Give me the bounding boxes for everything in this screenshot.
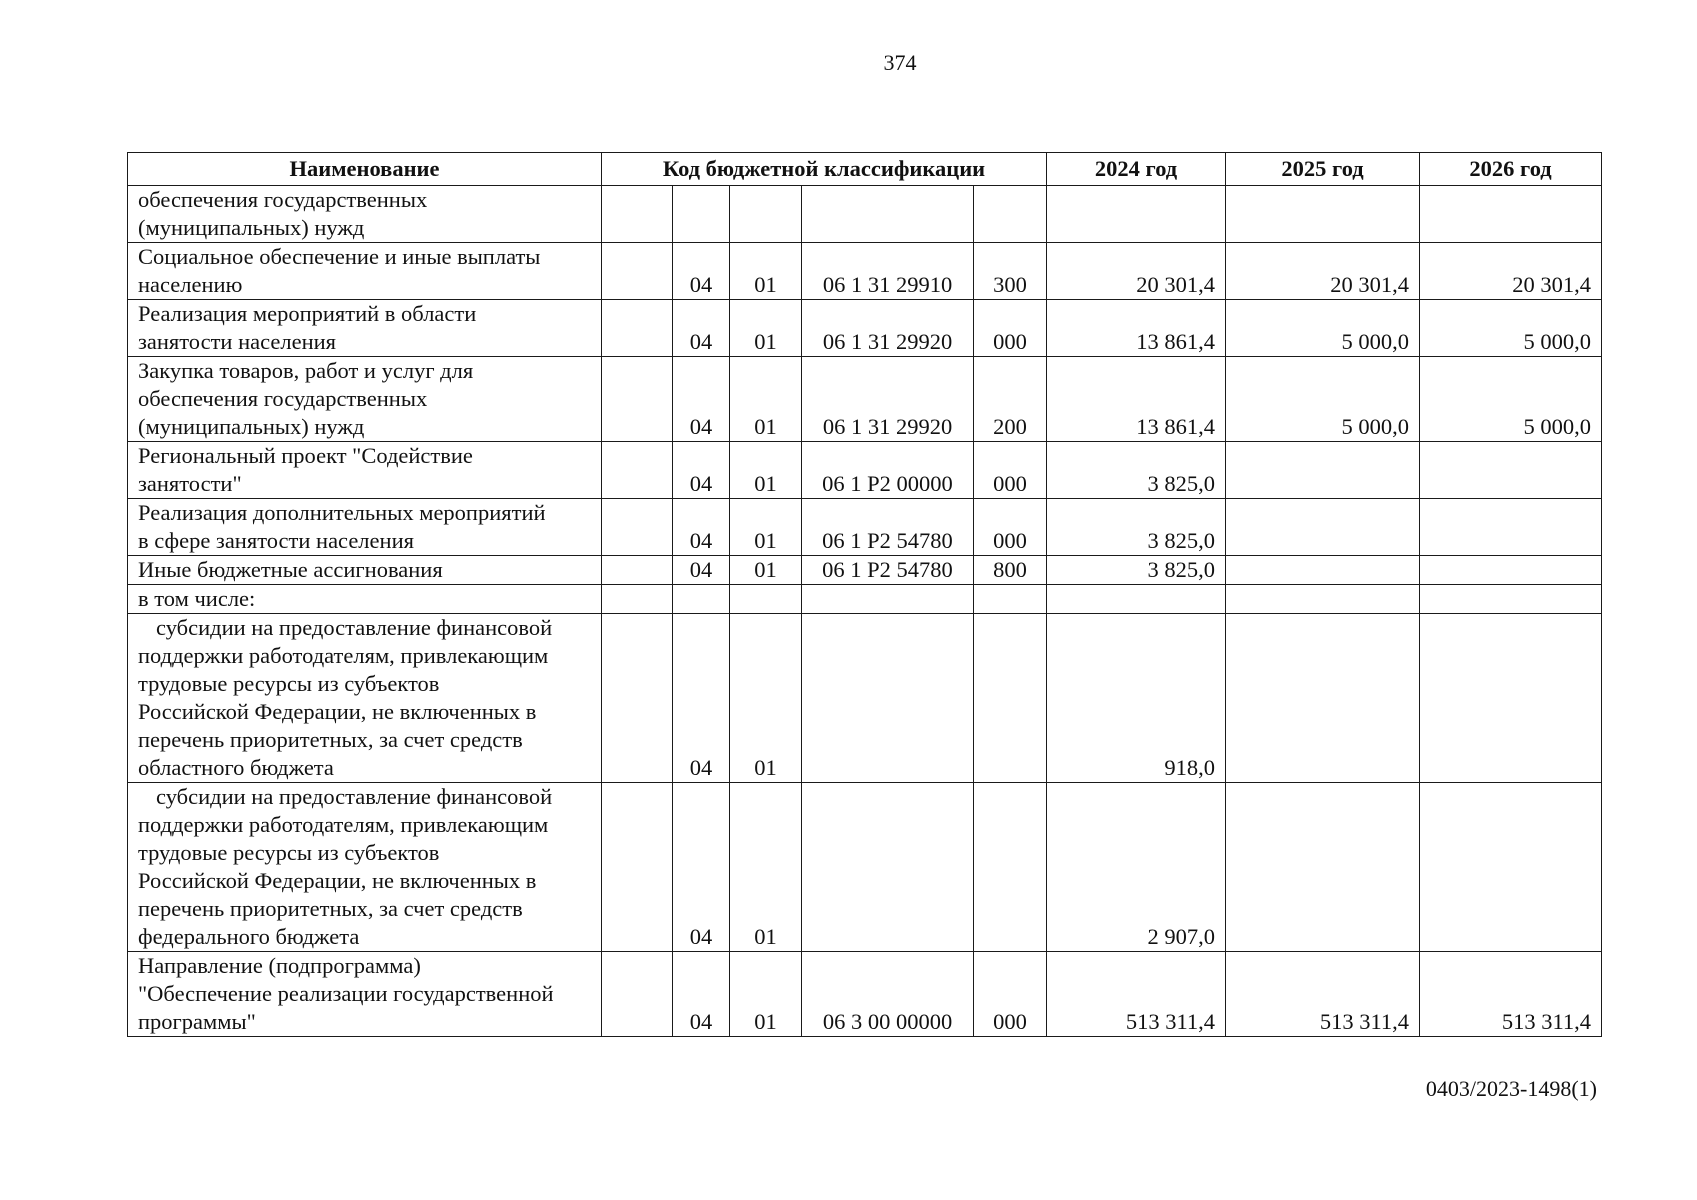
code-expense-type-cell: 000 [974, 300, 1047, 357]
row-name-cell: Социальное обеспечение и иные выплаты населению [128, 243, 602, 300]
row-name-cell: субсидии на предоставление финансовой поддержки работодателям, привлекающим трудовые ресурсы из субъектов Российской Федерации, не включенных в перечень приоритетных, за счет средств федерального бюджета [128, 783, 602, 952]
amount-2025-cell [1226, 499, 1420, 556]
amount-2025-cell: 20 301,4 [1226, 243, 1420, 300]
amount-2025-cell: 5 000,0 [1226, 357, 1420, 442]
amount-2026-cell [1420, 783, 1602, 952]
code-section-cell [602, 300, 673, 357]
code-chapter-cell: 04 [673, 243, 730, 300]
table-header [128, 153, 1602, 186]
table-row [128, 614, 1602, 783]
code-subsection-cell: 01 [730, 556, 802, 585]
amount-2026-cell: 20 301,4 [1420, 243, 1602, 300]
amount-2025-cell [1226, 614, 1420, 783]
code-expense-type-cell: 200 [974, 357, 1047, 442]
amount-2026-cell [1420, 585, 1602, 614]
table-body [128, 186, 1602, 1037]
code-subsection-cell [730, 186, 802, 243]
code-subsection-cell: 01 [730, 300, 802, 357]
code-subsection-cell: 01 [730, 783, 802, 952]
code-target-article-cell: 06 1 31 29910 [802, 243, 974, 300]
header-row [128, 153, 1602, 186]
amount-2024-cell: 3 825,0 [1047, 556, 1226, 585]
table-row [128, 243, 1602, 300]
budget-table [127, 152, 1602, 1037]
code-expense-type-cell: 000 [974, 442, 1047, 499]
amount-2024-cell: 918,0 [1047, 614, 1226, 783]
amount-2025-cell [1226, 585, 1420, 614]
row-name-cell: Иные бюджетные ассигнования [128, 556, 602, 585]
code-target-article-cell: 06 1 Р2 54780 [802, 556, 974, 585]
amount-2025-cell [1226, 186, 1420, 243]
code-section-cell [602, 585, 673, 614]
amount-2024-cell: 13 861,4 [1047, 357, 1226, 442]
code-chapter-cell: 04 [673, 499, 730, 556]
code-expense-type-cell [974, 783, 1047, 952]
amount-2026-cell [1420, 556, 1602, 585]
row-name-cell: субсидии на предоставление финансовой поддержки работодателям, привлекающим трудовые ресурсы из субъектов Российской Федерации, не включенных в перечень приоритетных, за счет средств областного бюджета [128, 614, 602, 783]
amount-2024-cell: 3 825,0 [1047, 499, 1226, 556]
code-section-cell [602, 357, 673, 442]
row-name-cell: Региональный проект "Содействие занятости" [128, 442, 602, 499]
document-code: 0403/2023-1498(1) [1425, 1076, 1597, 1101]
table-row [128, 556, 1602, 585]
code-subsection-cell: 01 [730, 357, 802, 442]
amount-2024-cell [1047, 585, 1226, 614]
table-row [128, 300, 1602, 357]
code-chapter-cell: 04 [673, 614, 730, 783]
code-section-cell [602, 186, 673, 243]
table-row [128, 783, 1602, 952]
code-section-cell [602, 952, 673, 1037]
amount-2026-cell [1420, 186, 1602, 243]
table-row [128, 585, 1602, 614]
amount-2026-cell [1420, 442, 1602, 499]
code-target-article-cell: 06 1 31 29920 [802, 357, 974, 442]
code-target-article-cell: 06 1 Р2 00000 [802, 442, 974, 499]
amount-2026-cell [1420, 614, 1602, 783]
code-chapter-cell: 04 [673, 442, 730, 499]
table-row [128, 499, 1602, 556]
amount-2024-cell: 3 825,0 [1047, 442, 1226, 499]
header-budget-code: Код бюджетной классификации [602, 153, 1047, 186]
code-section-cell [602, 243, 673, 300]
row-name-cell: Реализация дополнительных мероприятий в сфере занятости населения [128, 499, 602, 556]
code-chapter-cell: 04 [673, 357, 730, 442]
table-row [128, 442, 1602, 499]
amount-2025-cell [1226, 556, 1420, 585]
amount-2025-cell: 5 000,0 [1226, 300, 1420, 357]
amount-2026-cell: 5 000,0 [1420, 357, 1602, 442]
code-expense-type-cell [974, 585, 1047, 614]
code-chapter-cell: 04 [673, 556, 730, 585]
header-name: Наименование [128, 153, 602, 186]
code-chapter-cell [673, 186, 730, 243]
code-section-cell [602, 499, 673, 556]
code-target-article-cell [802, 585, 974, 614]
code-subsection-cell: 01 [730, 442, 802, 499]
amount-2024-cell: 20 301,4 [1047, 243, 1226, 300]
row-name-cell: Закупка товаров, работ и услуг для обеспечения государственных (муниципальных) нужд [128, 357, 602, 442]
header-2026: 2026 год [1420, 153, 1602, 186]
code-expense-type-cell: 300 [974, 243, 1047, 300]
amount-2026-cell: 513 311,4 [1420, 952, 1602, 1037]
code-subsection-cell [730, 585, 802, 614]
amount-2024-cell [1047, 186, 1226, 243]
code-subsection-cell: 01 [730, 952, 802, 1037]
amount-2026-cell [1420, 499, 1602, 556]
code-chapter-cell: 04 [673, 783, 730, 952]
code-target-article-cell [802, 186, 974, 243]
code-subsection-cell: 01 [730, 614, 802, 783]
table-row [128, 952, 1602, 1037]
amount-2026-cell: 5 000,0 [1420, 300, 1602, 357]
code-section-cell [602, 442, 673, 499]
header-2025: 2025 год [1226, 153, 1420, 186]
code-chapter-cell: 04 [673, 952, 730, 1037]
row-name-cell: в том числе: [128, 585, 602, 614]
amount-2025-cell: 513 311,4 [1226, 952, 1420, 1037]
page-number: 374 [883, 50, 917, 75]
code-target-article-cell: 06 1 Р2 54780 [802, 499, 974, 556]
amount-2024-cell: 513 311,4 [1047, 952, 1226, 1037]
row-name-cell: обеспечения государственных (муниципальных) нужд [128, 186, 602, 243]
code-subsection-cell: 01 [730, 499, 802, 556]
code-expense-type-cell: 000 [974, 499, 1047, 556]
code-target-article-cell: 06 1 31 29920 [802, 300, 974, 357]
code-expense-type-cell: 000 [974, 952, 1047, 1037]
code-chapter-cell [673, 585, 730, 614]
code-target-article-cell [802, 783, 974, 952]
row-name-cell: Реализация мероприятий в области занятости населения [128, 300, 602, 357]
amount-2024-cell: 13 861,4 [1047, 300, 1226, 357]
row-name-cell: Направление (подпрограмма) "Обеспечение реализации государственной программы" [128, 952, 602, 1037]
code-subsection-cell: 01 [730, 243, 802, 300]
code-target-article-cell [802, 614, 974, 783]
code-section-cell [602, 614, 673, 783]
code-expense-type-cell [974, 614, 1047, 783]
code-chapter-cell: 04 [673, 300, 730, 357]
header-2024: 2024 год [1047, 153, 1226, 186]
amount-2025-cell [1226, 783, 1420, 952]
amount-2024-cell: 2 907,0 [1047, 783, 1226, 952]
code-expense-type-cell: 800 [974, 556, 1047, 585]
code-expense-type-cell [974, 186, 1047, 243]
table-row [128, 357, 1602, 442]
amount-2025-cell [1226, 442, 1420, 499]
table-row [128, 186, 1602, 243]
code-section-cell [602, 783, 673, 952]
code-target-article-cell: 06 3 00 00000 [802, 952, 974, 1037]
code-section-cell [602, 556, 673, 585]
